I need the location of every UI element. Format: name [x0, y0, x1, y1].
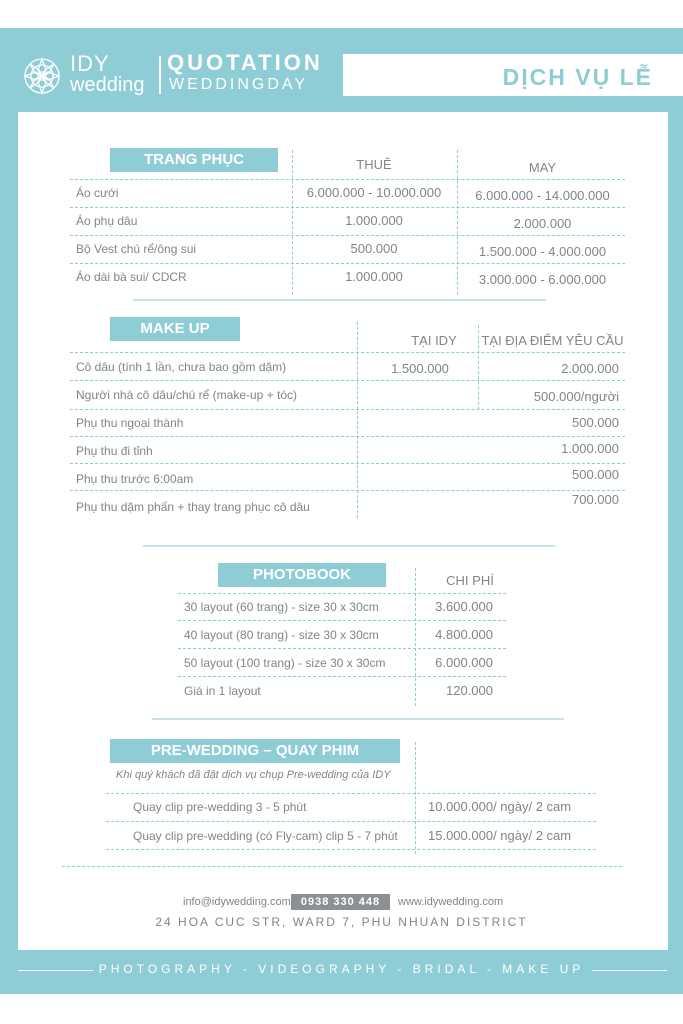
- page-title-box: [343, 54, 683, 96]
- table-row-item: Cô dâu (tính 1 lần, chưa bao gồm dặm): [76, 360, 287, 374]
- table-cell-tai-dia-diem: 500.000: [572, 467, 619, 482]
- row-divider: [70, 235, 625, 236]
- row-divider: [70, 207, 625, 208]
- table-cell-price: 15.000.000/ ngày/ 2 cam: [428, 828, 572, 843]
- table-row-item: 50 layout (100 trang) - size 30 x 30cm: [184, 656, 386, 670]
- table-row-item: 40 layout (80 trang) - size 30 x 30cm: [184, 628, 379, 642]
- table-cell-thue: 6.000.000 - 10.000.000: [306, 185, 442, 200]
- column-divider: [415, 742, 416, 854]
- row-divider: [70, 490, 625, 491]
- section-title-trang-phuc: TRANG PHỤC: [110, 148, 278, 172]
- table-row-item: Quay clip pre-wedding 3 - 5 phút: [133, 800, 307, 814]
- footer-phone[interactable]: 0938 330 448: [291, 894, 390, 910]
- section-separator: [143, 545, 555, 547]
- row-divider: [178, 593, 506, 594]
- row-divider: [70, 463, 625, 464]
- row-divider: [178, 620, 506, 621]
- table-row-item: Áo phụ dâu: [76, 214, 138, 228]
- table-cell-may: 2.000.000: [513, 216, 572, 231]
- col-header-chi-phi: CHI PHÍ: [446, 573, 494, 588]
- page-title: DỊCH VỤ LỄ: [502, 64, 653, 90]
- row-divider: [70, 380, 625, 381]
- section-title-make-up: MAKE UP: [110, 317, 240, 341]
- table-cell-thue: 500.000: [350, 241, 398, 256]
- table-cell-tai-dia-diem: 1.000.000: [561, 441, 619, 456]
- prewedding-note: Khi quý khách đã đặt dịch vụ chụp Pre-wedding của IDY: [116, 769, 391, 781]
- logo-mandala-icon: [22, 56, 62, 96]
- table-row-item: Bộ Vest chú rể/ông sui: [76, 242, 197, 256]
- col-header-thue: THUÊ: [356, 157, 392, 172]
- table-row-item: Phụ thu trước 6:00am: [76, 472, 194, 486]
- table-cell-may: 6.000.000 - 14.000.000: [475, 188, 610, 203]
- row-divider: [70, 409, 625, 410]
- section-separator: [133, 299, 546, 301]
- table-cell-tai-dia-diem: 500.000: [572, 415, 619, 430]
- table-cell-tai-dia-diem: 500.000/người: [533, 389, 619, 404]
- section-separator: [152, 718, 564, 720]
- footer-tagline: PHOTOGRAPHY - VIDEOGRAPHY - BRIDAL - MAKE UP: [98, 962, 585, 976]
- row-divider: [178, 648, 506, 649]
- column-divider: [415, 568, 416, 706]
- col-header-tai-dia-diem: TẠI ĐỊA ĐIỂM YÊU CẦU: [481, 333, 624, 348]
- table-cell-thue: 1.000.000: [345, 269, 403, 284]
- table-row-item: Áo cưới: [76, 186, 119, 200]
- table-row-item: Phụ thu đi tỉnh: [76, 444, 153, 458]
- footer-address: 24 HOA CUC STR, WARD 7, PHU NHUAN DISTRICT: [155, 915, 528, 929]
- table-row-item: Phụ thu ngoại thành: [76, 416, 184, 430]
- brand-name-line2: wedding: [70, 74, 145, 96]
- brand-name-line1: IDY: [70, 51, 110, 76]
- col-header-may: MAY: [528, 160, 557, 175]
- row-divider: [106, 849, 596, 850]
- footer-website[interactable]: www.idywedding.com: [398, 896, 504, 908]
- table-cell-tai-dia-diem: 2.000.000: [561, 361, 619, 376]
- col-header-tai-idy: TẠI IDY: [411, 333, 457, 348]
- footer-email[interactable]: info@idywedding.com: [183, 896, 291, 908]
- content-panel: [18, 112, 668, 950]
- row-divider: [70, 436, 625, 437]
- table-row-item: Phụ thu dặm phấn + thay trang phục cô dâu: [76, 500, 310, 514]
- row-divider: [70, 352, 625, 353]
- row-divider: [70, 179, 625, 180]
- row-divider: [106, 821, 596, 822]
- table-row-item: Áo dài bà sui/ CDCR: [76, 270, 187, 284]
- table-cell-tai-idy: 1.500.000: [391, 361, 449, 376]
- column-divider: [478, 325, 479, 410]
- table-row-item: 30 layout (60 trang) - size 30 x 30cm: [184, 600, 379, 614]
- table-row-item: Giá in 1 layout: [184, 684, 261, 698]
- footer-divider: [62, 866, 622, 867]
- table-cell-chi-phi: 6.000.000: [435, 655, 493, 670]
- table-cell-tai-dia-diem: 700.000: [572, 492, 619, 507]
- table-cell-thue: 1.000.000: [345, 213, 403, 228]
- quotation-title: QUOTATION: [167, 50, 323, 75]
- column-divider: [457, 150, 458, 295]
- row-divider: [106, 793, 596, 794]
- table-cell-chi-phi: 120.000: [446, 683, 493, 698]
- table-row-item: Người nhà cô dâu/chú rể (make-up + tóc): [76, 388, 298, 402]
- table-cell-may: 1.500.000 - 4.000.000: [478, 244, 607, 259]
- section-title-photobook: PHOTOBOOK: [218, 563, 386, 587]
- table-cell-chi-phi: 3.600.000: [435, 599, 493, 614]
- table-cell-may: 3.000.000 - 6.000.000: [478, 272, 607, 287]
- section-title-prewedding: PRE-WEDDING – QUAY PHIM: [110, 739, 400, 763]
- weddingday-subtitle: WEDDINGDAY: [169, 76, 309, 93]
- table-cell-chi-phi: 4.800.000: [435, 627, 493, 642]
- table-cell-price: 10.000.000/ ngày/ 2 cam: [428, 799, 572, 814]
- table-row-item: Quay clip pre-wedding (có Fly-cam) clip 5 - 7 phút: [133, 829, 398, 843]
- row-divider: [70, 263, 625, 264]
- brand-divider: [159, 56, 161, 94]
- row-divider: [178, 676, 506, 677]
